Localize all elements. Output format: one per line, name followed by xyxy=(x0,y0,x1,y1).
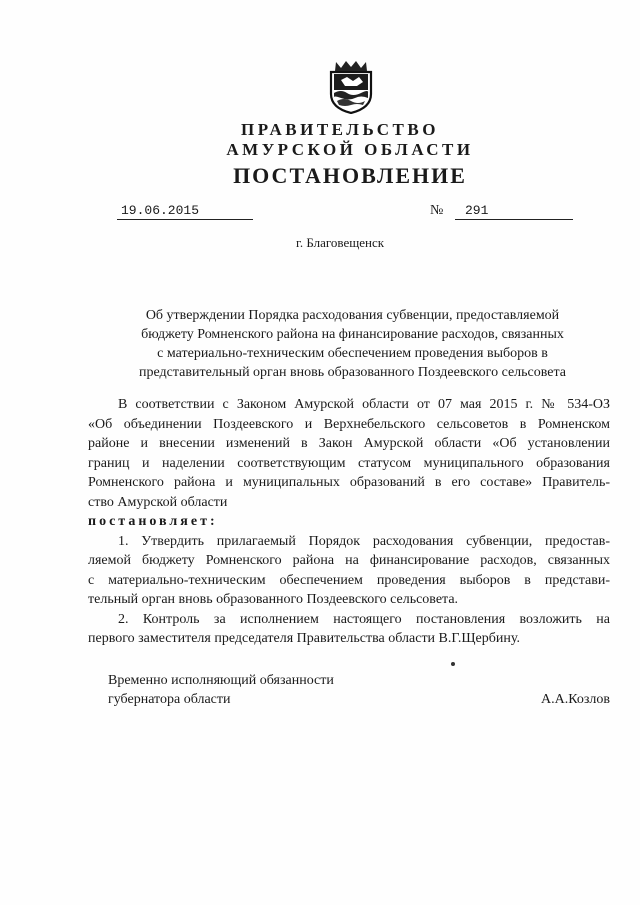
signatory-title-line: Временно исполняющий обязанности xyxy=(108,673,334,688)
preamble-line: границ и наделении соответствующим статусом муниципального образования xyxy=(88,455,610,471)
document-number: 291 xyxy=(455,203,573,220)
document-type-title: ПОСТАНОВЛЕНИЕ xyxy=(233,163,467,188)
scan-mark xyxy=(451,662,455,666)
government-name-line1: ПРАВИТЕЛЬСТВО xyxy=(241,120,439,139)
document-body xyxy=(88,395,610,649)
preamble-line: «Об объединении Поздеевского и Верхнебельского сельсоветов в Ромненском xyxy=(88,416,610,432)
government-name-line2: АМУРСКОЙ ОБЛАСТИ xyxy=(226,140,474,159)
item1-line: с материально-техническим обеспечением проведения выборов в представи- xyxy=(88,572,610,588)
preamble-line: В соответствии с Законом Амурской области от 07 мая 2015 г. № 534-ОЗ xyxy=(118,397,610,412)
subject-line: бюджету Ромненского района на финансирование расходов, связанных xyxy=(141,327,564,342)
signatory-title-line: губернатора области xyxy=(108,692,231,707)
preamble-line: районе и внесении изменений в Закон Амурской области «Об установлении xyxy=(88,436,610,451)
subject-line: Об утверждении Порядка расходования субвенции, предоставляемой xyxy=(145,308,560,323)
item1-line: ляемой бюджету Ромненского района на финансирование расходов, связанных xyxy=(88,553,610,568)
signatory-name: А.А.Козлов xyxy=(541,692,610,707)
signatory-title xyxy=(108,671,334,709)
item2-line: 2. Контроль за исполнением настоящего постановления возложить на xyxy=(118,611,610,627)
preamble-line: ство Амурской области xyxy=(88,494,228,510)
document-subject xyxy=(95,306,610,382)
item1-line: тельный орган вновь образованного Поздеевского сельсовета. xyxy=(88,592,459,607)
item2-line: первого заместителя председателя Правительства области В.Г.Щербину. xyxy=(88,631,520,646)
preamble-line: Ромненского района и муниципальных образований в его составе» Правитель- xyxy=(88,475,610,490)
number-label: № xyxy=(430,203,444,218)
resolves-word: постановляет: xyxy=(88,514,218,529)
subject-line: представительный орган вновь образованного Поздеевского сельсовета xyxy=(139,365,566,380)
city-name: г. Благовещенск xyxy=(295,235,385,250)
subject-line: с материально-техническим обеспечением проведения выборов в xyxy=(157,346,548,361)
amur-region-emblem-icon xyxy=(327,58,375,114)
document-date: 19.06.2015 xyxy=(117,203,253,220)
item1-line: 1. Утвердить прилагаемый Порядок расходования субвенции, предостав- xyxy=(118,533,610,549)
